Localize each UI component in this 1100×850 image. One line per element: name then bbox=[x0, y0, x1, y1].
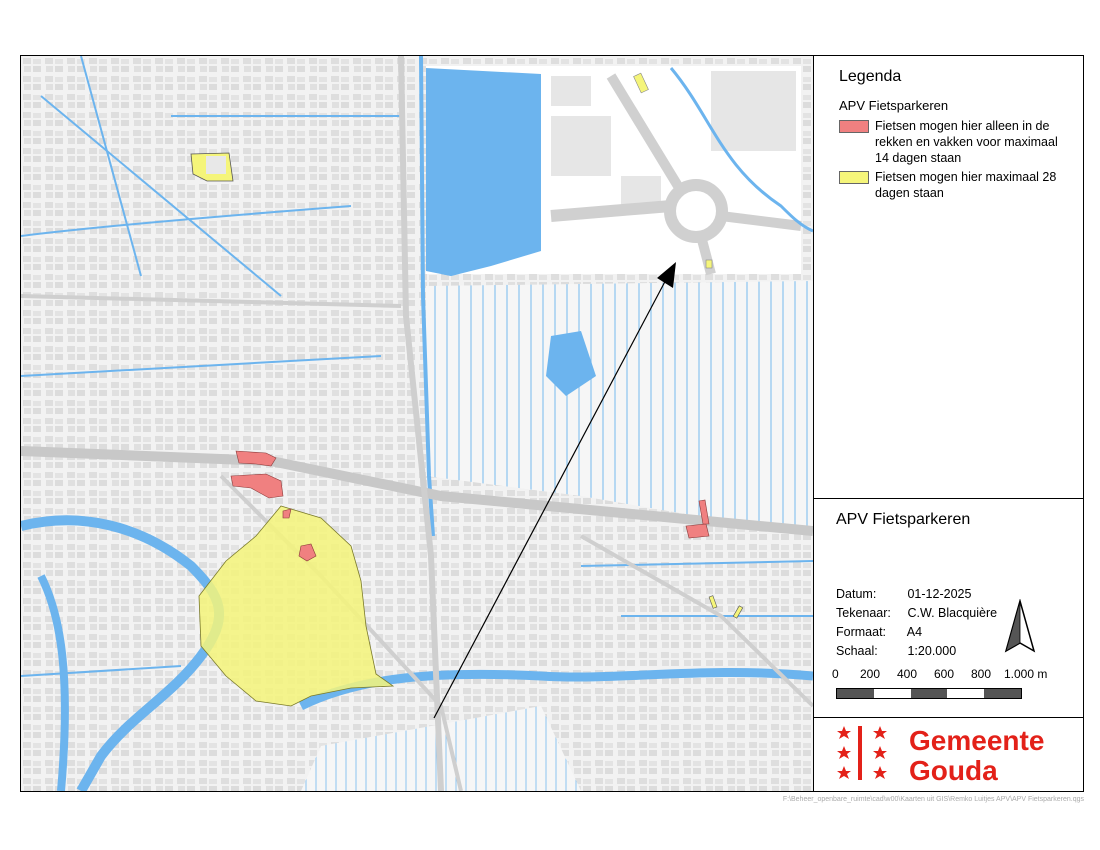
info-label: Formaat: bbox=[836, 625, 887, 639]
info-row-formaat bbox=[836, 625, 922, 639]
logo-line-1: Gemeente bbox=[909, 725, 1045, 756]
info-label: Datum: bbox=[836, 587, 877, 601]
scale-tick: 600 bbox=[934, 667, 955, 681]
map-canvas[interactable] bbox=[21, 56, 813, 791]
scale-bar bbox=[836, 688, 1022, 699]
inset-zone-yellow-2[interactable] bbox=[706, 260, 712, 268]
logo-line-2: Gouda bbox=[909, 755, 998, 786]
map-sheet bbox=[20, 55, 1084, 792]
info-value: C.W. Blacquière bbox=[907, 606, 998, 620]
scale-tick: 0 bbox=[832, 667, 839, 681]
north-arrow-icon bbox=[1002, 599, 1038, 660]
municipality-logo bbox=[814, 718, 1083, 791]
legend-label-28-days: Fietsen mogen hier maximaal 28 dagen staan bbox=[875, 170, 1057, 200]
legend-swatch-red bbox=[839, 120, 869, 133]
info-row-tekenaar bbox=[836, 606, 997, 620]
info-row-schaal bbox=[836, 644, 956, 658]
scale-tick: 800 bbox=[971, 667, 992, 681]
map-title: APV Fietsparkeren bbox=[836, 511, 971, 528]
title-block bbox=[814, 499, 1083, 718]
legend bbox=[814, 56, 1083, 499]
file-path: F:\Beheer_openbare_ruimte\cad\w00\Kaarten uit GIS\Remko Luitjes APV\APV Fietsparkeren.qgs bbox=[782, 796, 1084, 803]
scale-tick: 200 bbox=[860, 667, 881, 681]
side-panel bbox=[814, 56, 1083, 791]
legend-title: Legenda bbox=[839, 68, 902, 85]
info-value: 01-12-2025 bbox=[907, 587, 972, 601]
legend-swatch-yellow bbox=[839, 171, 869, 184]
info-row-datum bbox=[836, 587, 971, 601]
logo-text bbox=[909, 726, 1044, 786]
scale-tick: 400 bbox=[897, 667, 918, 681]
scale-labels bbox=[832, 667, 1082, 683]
map-view[interactable] bbox=[21, 56, 814, 791]
info-value: 1:20.000 bbox=[907, 644, 957, 658]
info-label: Schaal: bbox=[836, 644, 878, 658]
info-label: Tekenaar: bbox=[836, 606, 891, 620]
legend-subtitle: APV Fietsparkeren bbox=[839, 98, 949, 113]
info-value: A4 bbox=[906, 625, 923, 639]
legend-label-14-days: Fietsen mogen hier alleen in de rekken en vakken voor maximaal 14 dagen staan bbox=[875, 119, 1058, 165]
gouda-crest-icon bbox=[836, 724, 896, 789]
scale-tick: 1.000 m bbox=[1004, 667, 1048, 681]
